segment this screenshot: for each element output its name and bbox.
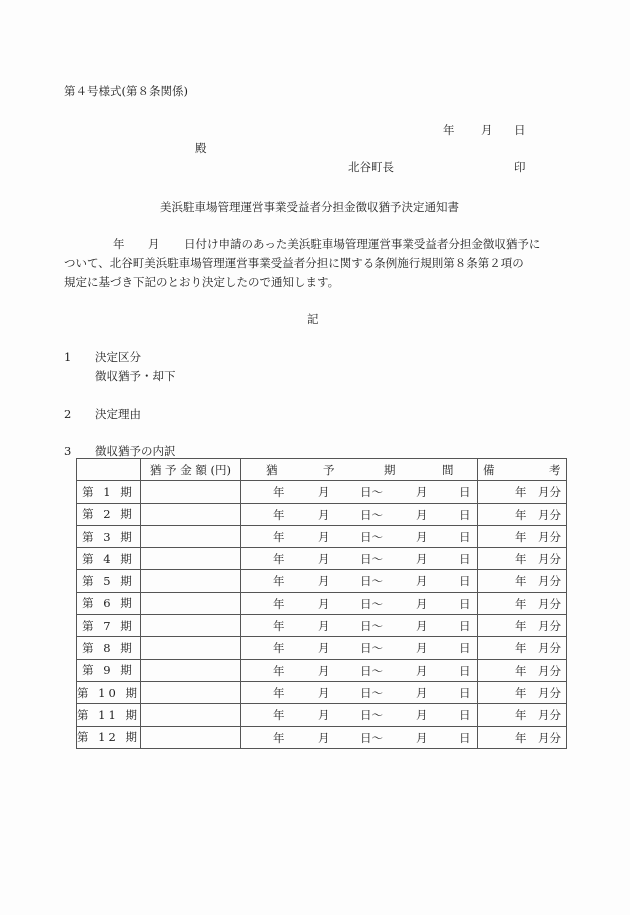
header-amount: 猶 予 金 額 (円) [140, 459, 240, 481]
table-row [77, 481, 567, 503]
period-month-to: 月 [415, 552, 428, 567]
period-month: 月 [317, 574, 330, 589]
period-day-to: 日 [458, 663, 471, 678]
remarks-year: 年 [514, 730, 527, 745]
section-1-label: 決定区分 [95, 350, 141, 364]
period-month: 月 [317, 685, 330, 700]
section-1-number: 1 [64, 350, 72, 364]
period-year: 年 [272, 529, 285, 544]
period-year: 年 [272, 685, 285, 700]
remarks-cell[interactable] [477, 525, 566, 547]
period-label: 第 6 期 [77, 592, 141, 614]
period-month: 月 [317, 552, 330, 567]
period-month-to: 月 [415, 730, 428, 745]
period-label: 第 2 期 [77, 503, 141, 525]
period-month-to: 月 [415, 529, 428, 544]
period-month: 月 [317, 619, 330, 634]
amount-cell[interactable] [140, 481, 240, 503]
period-day-to: 日 [458, 507, 471, 522]
period-year: 年 [272, 485, 285, 500]
amount-cell[interactable] [140, 726, 240, 748]
header-blank [77, 459, 141, 481]
table-row [77, 659, 567, 681]
period-day-to: 日 [458, 529, 471, 544]
amount-cell[interactable] [140, 503, 240, 525]
amount-cell[interactable] [140, 704, 240, 726]
period-month-to: 月 [415, 574, 428, 589]
header-period-1: 猶 [265, 463, 278, 477]
header-remarks-1: 備 [482, 463, 495, 477]
remarks-month: 月分 [537, 507, 561, 522]
period-year: 年 [272, 507, 285, 522]
remarks-year: 年 [514, 663, 527, 678]
remarks-year: 年 [514, 574, 527, 589]
remarks-month: 月分 [537, 708, 561, 723]
remarks-year: 年 [514, 596, 527, 611]
addressee-suffix: 殿 [195, 141, 207, 155]
period-label: 第 8 期 [77, 637, 141, 659]
period-label: 第 5 期 [77, 570, 141, 592]
remarks-cell[interactable] [477, 481, 566, 503]
remarks-year: 年 [514, 708, 527, 723]
period-day-to: 日 [458, 485, 471, 500]
amount-cell[interactable] [140, 659, 240, 681]
period-cell[interactable] [240, 704, 477, 726]
period-cell[interactable] [240, 503, 477, 525]
period-label: 第 10 期 [77, 681, 141, 703]
table-row [77, 726, 567, 748]
date-day: 日 [514, 123, 526, 137]
period-day-from: 日～ [359, 619, 383, 634]
period-day-from: 日～ [359, 730, 383, 745]
document-title: 美浜駐車場管理運営事業受益者分担金徴収猶予決定通知書 [160, 200, 459, 214]
section-1-content: 徴収猶予・却下 [95, 369, 176, 383]
date-year: 年 [443, 123, 455, 137]
form-number: 第４号様式(第８条関係) [64, 84, 188, 98]
period-label: 第 9 期 [77, 659, 141, 681]
remarks-month: 月分 [537, 529, 561, 544]
period-month: 月 [317, 663, 330, 678]
period-day-to: 日 [458, 619, 471, 634]
remarks-month: 月分 [537, 485, 561, 500]
period-year: 年 [272, 596, 285, 611]
amount-cell[interactable] [140, 637, 240, 659]
header-period-4: 間 [441, 463, 454, 477]
period-month: 月 [317, 596, 330, 611]
period-day-to: 日 [458, 641, 471, 656]
section-3-number: 3 [64, 444, 72, 458]
period-month-to: 月 [415, 596, 428, 611]
period-cell[interactable] [240, 637, 477, 659]
period-day-to: 日 [458, 708, 471, 723]
period-cell[interactable] [240, 615, 477, 637]
remarks-month: 月分 [537, 574, 561, 589]
period-month-to: 月 [415, 708, 428, 723]
section-3-label: 徴収猶予の内訳 [95, 444, 176, 458]
period-year: 年 [272, 730, 285, 745]
header-period-3: 期 [383, 463, 396, 477]
table-row [77, 615, 567, 637]
period-month: 月 [317, 485, 330, 500]
period-day-to: 日 [458, 730, 471, 745]
period-cell[interactable] [240, 525, 477, 547]
period-month-to: 月 [415, 685, 428, 700]
remarks-cell[interactable] [477, 704, 566, 726]
remarks-month: 月分 [537, 596, 561, 611]
amount-cell[interactable] [140, 681, 240, 703]
period-label: 第 11 期 [77, 704, 141, 726]
period-day-from: 日～ [359, 641, 383, 656]
remarks-year: 年 [514, 685, 527, 700]
table-row [77, 704, 567, 726]
period-year: 年 [272, 708, 285, 723]
header-period [240, 459, 477, 481]
period-day-from: 日～ [359, 485, 383, 500]
period-day-from: 日～ [359, 663, 383, 678]
period-year: 年 [272, 663, 285, 678]
table-row [77, 503, 567, 525]
header-remarks-2: 考 [548, 463, 561, 477]
header-remarks [477, 459, 566, 481]
table-row [77, 548, 567, 570]
remarks-month: 月分 [537, 730, 561, 745]
amount-cell[interactable] [140, 592, 240, 614]
remarks-year: 年 [514, 529, 527, 544]
period-year: 年 [272, 641, 285, 656]
period-month-to: 月 [415, 619, 428, 634]
body-year: 年 [113, 237, 125, 251]
period-month: 月 [317, 708, 330, 723]
remarks-month: 月分 [537, 552, 561, 567]
amount-cell[interactable] [140, 570, 240, 592]
period-label: 第 4 期 [77, 548, 141, 570]
period-month: 月 [317, 730, 330, 745]
period-month-to: 月 [415, 641, 428, 656]
remarks-year: 年 [514, 507, 527, 522]
body-line1: 日付け申請のあった美浜駐車場管理運営事業受益者分担金徴収猶予に [184, 237, 541, 251]
table-row [77, 681, 567, 703]
table-row [77, 637, 567, 659]
period-cell[interactable] [240, 570, 477, 592]
remarks-cell[interactable] [477, 592, 566, 614]
remarks-cell[interactable] [477, 615, 566, 637]
period-label: 第 7 期 [77, 615, 141, 637]
remarks-month: 月分 [537, 663, 561, 678]
amount-cell[interactable] [140, 525, 240, 547]
table-row [77, 592, 567, 614]
period-month: 月 [317, 529, 330, 544]
issuer: 北谷町長 [348, 160, 394, 174]
remarks-year: 年 [514, 552, 527, 567]
remarks-month: 月分 [537, 685, 561, 700]
period-label: 第 1 期 [77, 481, 141, 503]
remarks-year: 年 [514, 619, 527, 634]
period-day-from: 日～ [359, 507, 383, 522]
date-month: 月 [481, 123, 493, 137]
table-row [77, 570, 567, 592]
period-cell[interactable] [240, 726, 477, 748]
period-cell[interactable] [240, 681, 477, 703]
section-2-label: 決定理由 [95, 407, 141, 421]
period-cell[interactable] [240, 659, 477, 681]
ki-heading: 記 [307, 312, 319, 326]
amount-cell[interactable] [140, 548, 240, 570]
period-day-to: 日 [458, 685, 471, 700]
period-day-from: 日～ [359, 596, 383, 611]
period-day-to: 日 [458, 574, 471, 589]
period-year: 年 [272, 552, 285, 567]
period-day-to: 日 [458, 596, 471, 611]
seal-mark: 印 [514, 160, 526, 174]
period-cell[interactable] [240, 481, 477, 503]
period-cell[interactable] [240, 592, 477, 614]
period-month: 月 [317, 641, 330, 656]
remarks-month: 月分 [537, 619, 561, 634]
deferral-table [76, 458, 567, 749]
period-day-from: 日～ [359, 708, 383, 723]
period-month-to: 月 [415, 663, 428, 678]
period-year: 年 [272, 619, 285, 634]
remarks-year: 年 [514, 485, 527, 500]
remarks-cell[interactable] [477, 659, 566, 681]
remarks-cell[interactable] [477, 726, 566, 748]
header-period-2: 予 [322, 463, 335, 477]
period-day-from: 日～ [359, 552, 383, 567]
period-month: 月 [317, 507, 330, 522]
body-month: 月 [148, 237, 160, 251]
body-line3: 規定に基づき下記のとおり決定したので通知します。 [64, 275, 340, 289]
period-label: 第 12 期 [77, 726, 141, 748]
table-header-row [77, 459, 567, 481]
period-year: 年 [272, 574, 285, 589]
period-month-to: 月 [415, 485, 428, 500]
remarks-month: 月分 [537, 641, 561, 656]
section-2-number: 2 [64, 407, 72, 421]
table-row [77, 525, 567, 547]
remarks-cell[interactable] [477, 681, 566, 703]
period-cell[interactable] [240, 548, 477, 570]
remarks-cell[interactable] [477, 548, 566, 570]
period-day-from: 日～ [359, 529, 383, 544]
period-day-from: 日～ [359, 685, 383, 700]
body-line2: ついて、北谷町美浜駐車場管理運営事業受益者分担に関する条例施行規則第８条第２項の [64, 256, 524, 270]
remarks-cell[interactable] [477, 570, 566, 592]
period-day-to: 日 [458, 552, 471, 567]
period-day-from: 日～ [359, 574, 383, 589]
remarks-year: 年 [514, 641, 527, 656]
remarks-cell[interactable] [477, 503, 566, 525]
period-label: 第 3 期 [77, 525, 141, 547]
period-month-to: 月 [415, 507, 428, 522]
remarks-cell[interactable] [477, 637, 566, 659]
amount-cell[interactable] [140, 615, 240, 637]
